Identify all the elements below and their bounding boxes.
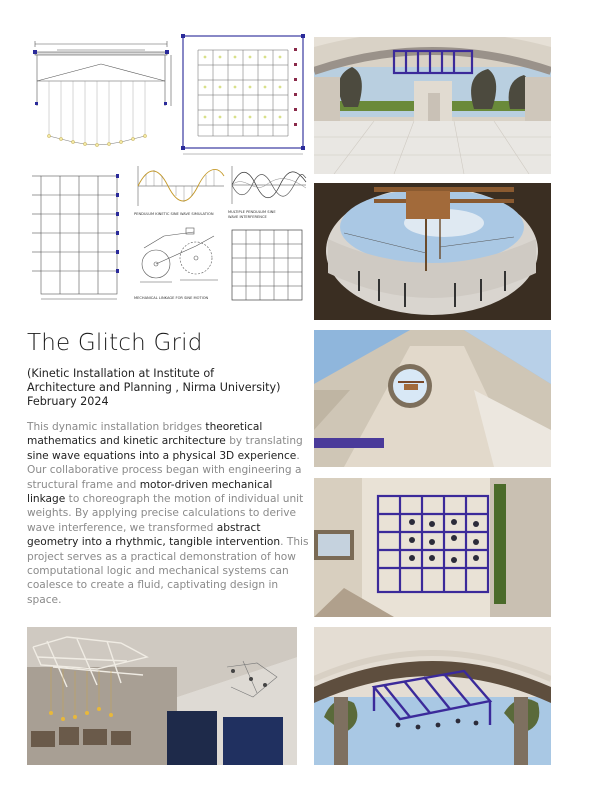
wave-interference-diagram xyxy=(228,162,308,224)
pendulum-sim-label: PENDULUM KINETIC SINE WAVE SIMULATION xyxy=(134,212,214,216)
multi-pendulum-label-1: MULTIPLE PENDULUM SINE xyxy=(228,210,276,214)
project-date: February 2024 xyxy=(27,395,109,408)
description-highlight: abstract geometry into a rhythmic, tangible intervention xyxy=(27,521,281,549)
linkage-label: MECHANICAL LINKAGE FOR SINE MOTION xyxy=(134,296,209,300)
render-oculus-view xyxy=(314,183,551,320)
description-highlight: theoretical mathematics and kinetic architecture xyxy=(27,421,263,448)
description-text: . Our collaborative process began with engineering a structural frame and xyxy=(27,449,302,491)
pendulum-sine-diagram xyxy=(134,162,228,224)
description-text: . This project serves as a practical demonstration of how computational logic and mechanical systems can coalesce to create a fluid, captivating design in space. xyxy=(27,536,309,606)
subtitle-line-1: (Kinetic Installation at Institute of xyxy=(27,367,215,380)
render-arch-frame xyxy=(314,627,551,765)
plan-drawing xyxy=(178,30,308,158)
elevation-drawing xyxy=(27,36,175,154)
description-text: to choreograph the motion of individual unit weights. By applying precise calculations to derive wave interference, we transformed xyxy=(27,493,304,534)
grid-frame-drawing xyxy=(27,170,127,304)
page-title: The Glitch Grid xyxy=(27,330,203,356)
project-description xyxy=(27,420,309,607)
description-text: by translating xyxy=(225,435,303,448)
multi-pendulum-label-2: WAVE INTERFERENCE xyxy=(228,215,267,219)
square-grid-drawing xyxy=(230,228,306,304)
render-purple-grid xyxy=(314,478,551,617)
render-arch-interior xyxy=(314,37,551,174)
description-highlight: sine wave equations into a physical 3D experience xyxy=(27,449,297,462)
render-gallery-installation xyxy=(27,627,297,765)
render-gable-window xyxy=(314,330,551,467)
subtitle-line-2: Architecture and Planning , Nirma University) xyxy=(27,381,281,394)
mechanical-linkage-diagram xyxy=(134,226,226,306)
project-subtitle xyxy=(27,367,307,409)
description-text: This dynamic installation bridges xyxy=(27,421,206,433)
description-highlight: motor-driven mechanical linkage xyxy=(27,478,273,506)
